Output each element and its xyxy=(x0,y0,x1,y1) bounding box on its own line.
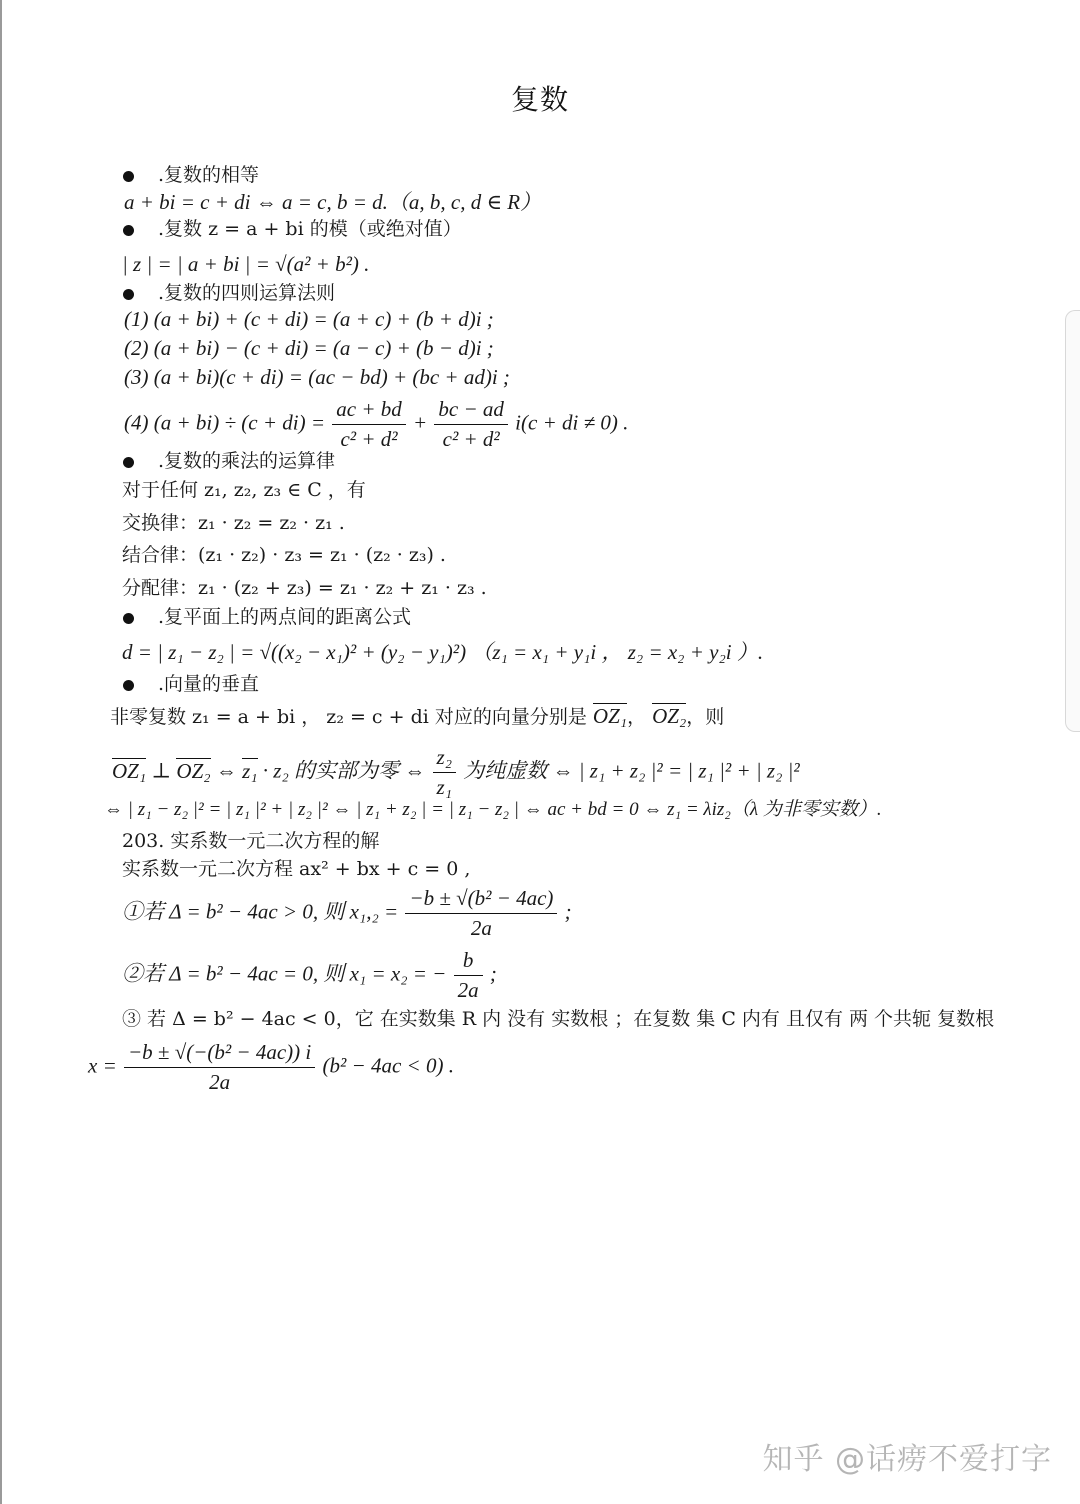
perpendicular-condition: OZ₁ ⊥ OZ₂ ⇔ z₁ · z₂ 的实部为零 ⇔ $\frac{\text{z₂}}{\text{z₁}}$ 为纯虚数 ⇔ | z₁ + z₂ |² = | z₁ |² + | z₂ |² xyxy=(112,745,800,800)
laws-intro: 对于任何 z₁, z₂, z₃ ∈ C ，有 xyxy=(122,479,366,501)
fraction: $\frac{\text{−b ± √(b² − 4ac)}}{2a}$ xyxy=(405,886,557,941)
bullet-icon xyxy=(123,289,134,300)
commutative-law: 交换律：z₁ · z₂ = z₂ · z₁ . xyxy=(122,512,345,534)
fraction: $\frac{b}{2a}$ xyxy=(454,948,483,1003)
division-suffix: i(c + di ≠ 0) . xyxy=(515,410,629,435)
section-heading-multiplication-laws: .复数的乘法的运算律 xyxy=(158,450,336,472)
scrollbar-thumb[interactable] xyxy=(1065,310,1080,732)
distributive-law: 分配律：z₁ · (z₂ + z₃) = z₁ · z₂ + z₁ · z₃ . xyxy=(122,577,487,599)
bullet-icon xyxy=(123,613,134,624)
bullet-icon xyxy=(123,171,134,182)
formula-modulus: | z | = | a + bi | = √(a² + b²) . xyxy=(122,252,370,276)
rule-multiplication: (3) (a + bi)(c + di) = (ac − bd) + (bc + ad)i ; xyxy=(124,365,510,389)
quadratic-case-3-text: ③ 若 Δ = b² − 4ac < 0，它 在实数集 R 内 没有 实数根 ；在复数 集 C 内有 且仅有 两 个共轭 复数根 xyxy=(122,1008,995,1030)
formula-equality: a + bi = c + di ⇔ a = c, b = d.（a, b, c, d ∈ R） xyxy=(124,190,542,214)
fraction: $\frac{\text{z₂}}{\text{z₁}}$ xyxy=(433,745,456,800)
section-heading-perpendicular: .向量的垂直 xyxy=(158,673,260,695)
section-heading-operations: .复数的四则运算法则 xyxy=(158,282,336,304)
perpendicular-intro: 非零复数 z₁ = a + bi ， z₂ = c + di 对应的向量分别是 OZ₁， OZ₂，则 xyxy=(110,704,725,728)
section-heading-equality: .复数的相等 xyxy=(158,164,260,186)
section-heading-distance: .复平面上的两点间的距离公式 xyxy=(158,606,412,628)
associative-law: 结合律：(z₁ · z₂) · z₃ = z₁ · (z₂ · z₃) . xyxy=(122,544,446,566)
bullet-icon xyxy=(123,225,134,236)
quadratic-case-3-formula: x = $\frac{\text{−b ± √(−(b² − 4ac)) i}}{2a}$ (b² − 4ac < 0) . xyxy=(88,1040,454,1095)
perpendicular-equivalences: ⇔ | z₁ − z₂ |² = | z₁ |² + | z₂ |² ⇔ | z₁ + z₂ | = | z₁ − z₂ | ⇔ ac + bd = 0 ⇔ z₁ = λiz₂（λ 为非零实数）. xyxy=(104,799,882,820)
vector-oz1: OZ₁ xyxy=(112,758,147,783)
division-prefix: (4) (a + bi) ÷ (c + di) = xyxy=(124,410,325,435)
bullet-icon xyxy=(123,457,134,468)
fraction: $\frac{ac + bd}{\text{c² + d²}}$ xyxy=(332,397,406,452)
section-heading-quadratic: 203. 实系数一元二次方程的解 xyxy=(122,830,380,852)
rule-division xyxy=(124,397,628,452)
vector-oz2: OZ₂ xyxy=(176,758,211,783)
page-edge xyxy=(0,0,2,1504)
vector-oz2: OZ₂ xyxy=(652,704,687,728)
vector-oz1: OZ₁ xyxy=(592,704,628,728)
quadratic-intro: 实系数一元二次方程 ax² + bx + c = 0 , xyxy=(122,858,471,880)
rule-subtraction: (2) (a + bi) − (c + di) = (a − c) + (b − d)i ; xyxy=(124,336,494,360)
quadratic-case-2: ②若 Δ = b² − 4ac = 0, 则 x₁ = x₂ = − $\frac{b}{2a}$ ; xyxy=(122,948,497,1003)
conjugate-z1: z₁ xyxy=(242,758,258,783)
page-title: 复数 xyxy=(510,83,569,116)
plus-sign: + xyxy=(413,410,428,435)
quadratic-case-1: ①若 Δ = b² − 4ac > 0, 则 x₁,₂ = $\frac{\text{−b ± √(b² − 4ac)}}{2a}$ ; xyxy=(122,886,572,941)
fraction: $\frac{bc - ad}{\text{c² + d²}}$ xyxy=(434,397,508,452)
rule-addition: (1) (a + bi) + (c + di) = (a + c) + (b + d)i ; xyxy=(124,307,494,331)
watermark: 知乎 @话痨不爱打字 xyxy=(762,1442,1052,1477)
section-heading-modulus: .复数 z = a + bi 的模（或绝对值） xyxy=(158,218,462,240)
fraction: $\frac{\text{−b ± √(−(b² − 4ac)) i}}{2a}$ xyxy=(124,1040,315,1095)
bullet-icon xyxy=(123,680,134,691)
formula-distance: d = | z₁ − z₂ | = √((x₂ − x₁)² + (y₂ − y₁)²) （z₁ = x₁ + y₁i ， z₂ = x₂ + y₂i ）. xyxy=(122,640,764,664)
